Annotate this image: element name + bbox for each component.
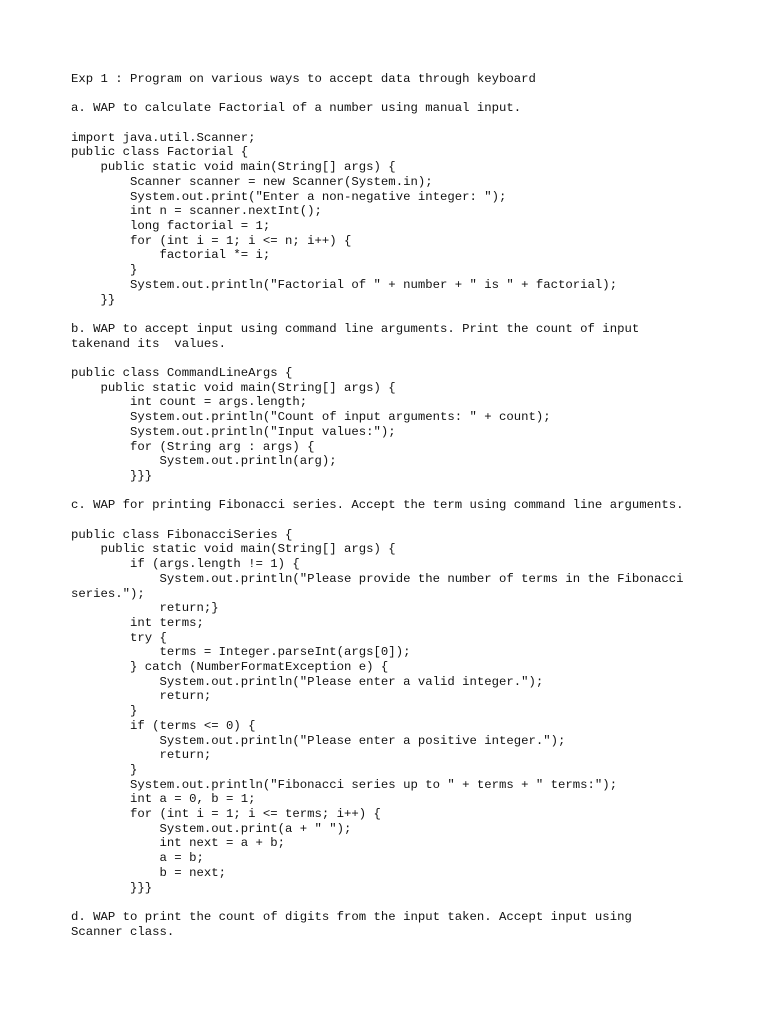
- section-a-heading: a. WAP to calculate Factorial of a number using manual input.: [71, 101, 522, 116]
- section-b-code: public class CommandLineArgs { public static void main(String[] args) { int count = args.length; System.out.println("Count of input arguments: " + count); System.out.println("Input values:"); for (String arg : args) { System.out.println(arg); }}}: [71, 366, 551, 483]
- section-d-heading: d. WAP to print the count of digits from the input taken. Accept input using Scanner class.: [71, 909, 632, 939]
- spacer: [71, 87, 768, 102]
- spacer: [71, 116, 768, 131]
- section-a-code: import java.util.Scanner; public class Factorial { public static void main(String[] args) { Scanner scanner = new Scanner(System.in); System.out.print("Enter a non-negative integer: "); int n = scanner.nextInt(); long factorial = 1; for (int i = 1; i <= n; i++) { factorial *= i; } System.out.println("Factorial of " + number + " is " + factorial); }}: [71, 130, 618, 307]
- spacer: [71, 484, 768, 499]
- spacer: [71, 307, 768, 322]
- spacer: [71, 351, 768, 366]
- experiment-title: Exp 1 : Program on various ways to accept data through keyboard: [71, 72, 536, 86]
- section-c-heading: c. WAP for printing Fibonacci series. Accept the term using command line arguments.: [71, 498, 684, 513]
- spacer: [71, 895, 768, 910]
- section-b-heading: b. WAP to accept input using command line arguments. Print the count of input takenand its values.: [71, 321, 640, 351]
- spacer: [71, 513, 768, 528]
- section-c-code: public class FibonacciSeries { public static void main(String[] args) { if (args.length != 1) { System.out.println("Please provide the number of terms in the Fibonacci series."); return;} int terms; try { terms = Integer.parseInt(args[0]); } catch (NumberFormatException e) { System.out.println("Please enter a valid integer."); return; } if (terms <= 0) { System.out.println("Please enter a positive integer."); return; } System.out.println("Fibonacci series up to " + terms + " terms:"); int a = 0, b = 1; for (int i = 1; i <= terms; i++) { System.out.print(a + " "); int next = a + b; a = b; b = next; }}}: [71, 527, 684, 895]
